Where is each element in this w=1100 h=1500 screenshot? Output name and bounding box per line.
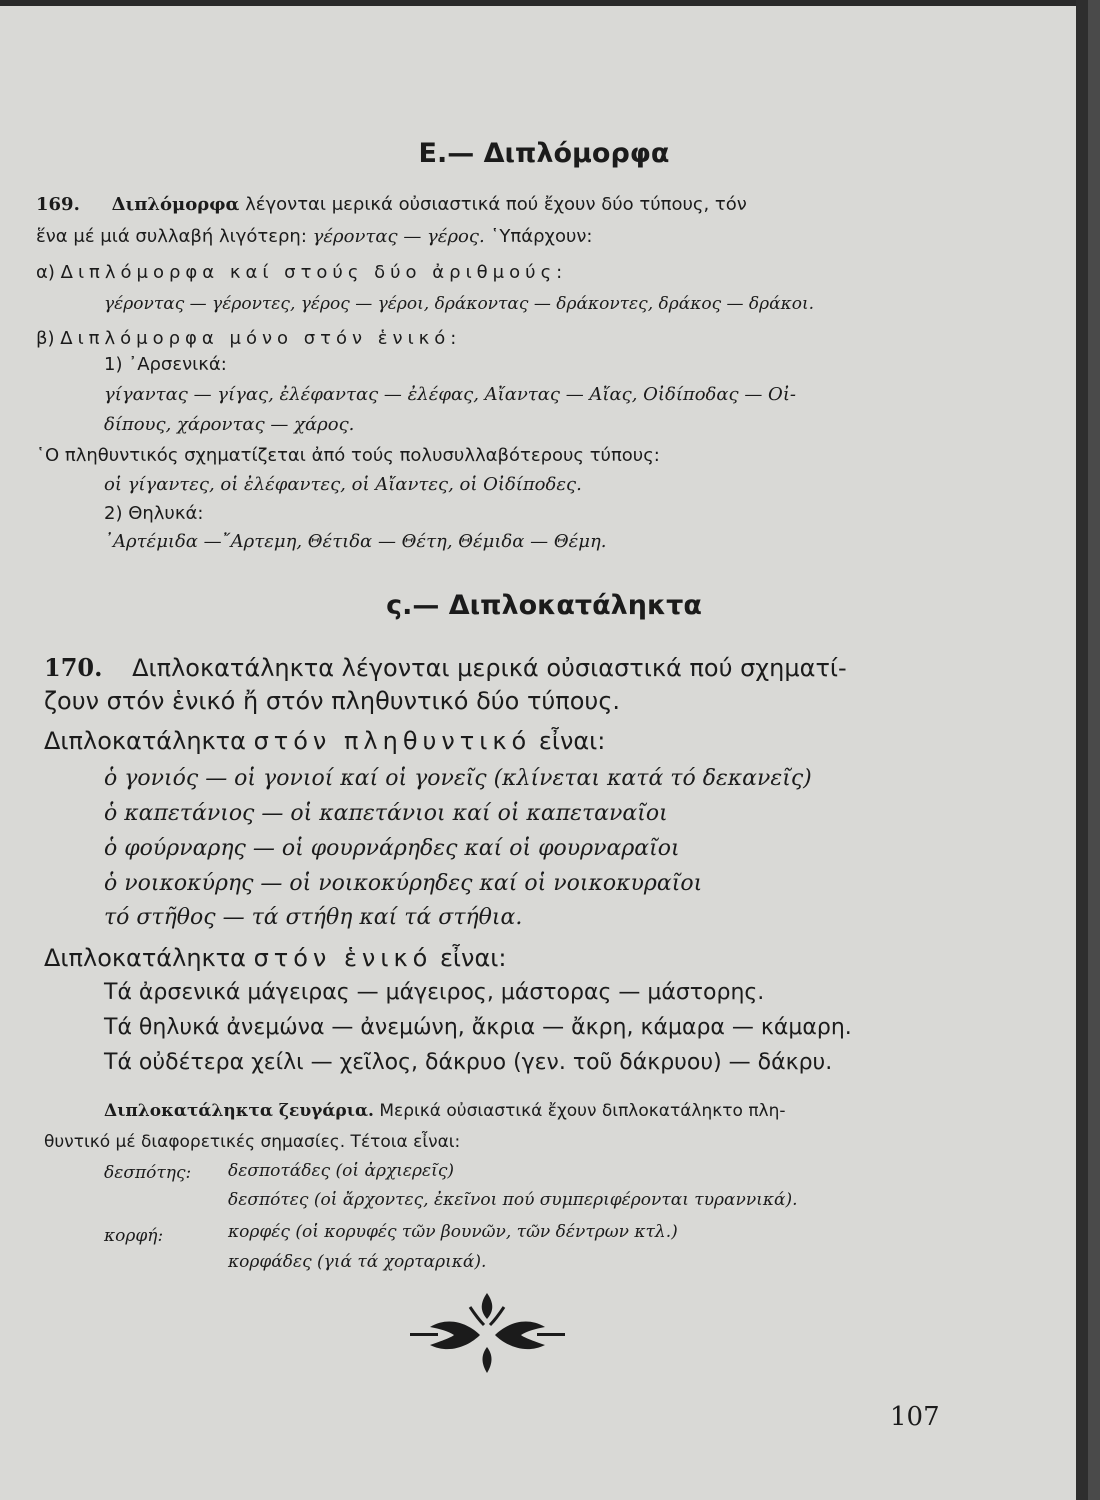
item-b1-examples-1: γίγαντας — γίγας, ἐλέφαντας — ἐλέφας, Αἴαντας — Αἴας, Οἰδίποδας — Οἰ- [104, 384, 796, 405]
plural-row: ὁ φούρναρης — οἱ φουρνάρηδες καί οἱ φουρναραῖοι [104, 836, 680, 861]
pair-value: δεσποτάδες (οἱ ἀρχιερεῖς) [228, 1161, 454, 1181]
pair-key: δεσπότης: [104, 1163, 192, 1183]
item-a-examples: γέροντας — γέροντες, γέρος — γέροι, δράκοντας — δράκοντες, δράκος — δράκοι. [104, 294, 815, 314]
pair-key: κορφή: [104, 1226, 164, 1246]
text: Διπλοκατάληκτα [44, 727, 246, 755]
singular-row: Τά θηλυκά ἀνεμώνα — ἀνεμώνη, ἄκρια — ἄκρη, κάμαρα — κάμαρη. [104, 1015, 852, 1040]
plural-heading [44, 727, 605, 755]
spaced-heading: στόν ἑνικό [253, 944, 433, 972]
paragraph-169-line-1 [36, 194, 747, 215]
label: β) [36, 328, 55, 349]
text: ἕνα μέ μιά συλλαβή λιγότερη: [36, 226, 307, 247]
text: Διπλοκατάληκτα λέγονται μερικά οὐσιαστικά πού σχηματί- [132, 654, 847, 682]
plural-row: ὁ νοικοκύρης — οἱ νοικοκύρηδες καί οἱ νοικοκυραῖοι [104, 871, 703, 896]
singular-row: Τά οὐδέτερα χείλι — χεῖλος, δάκρυο (γεν. τοῦ δάκρυου) — δάκρυ. [104, 1050, 833, 1075]
example: γέροντας — γέρος. [312, 226, 485, 247]
paragraph-number: 170. [44, 653, 103, 682]
singular-row: Τά ἀρσενικά μάγειρας — μάγειρος, μάστορας — μάστορης. [104, 980, 765, 1005]
pair-value: δεσπότες (οἱ ἄρχοντες, ἐκεῖνοι πού συμπεριφέρονται τυραννικά). [228, 1190, 798, 1210]
paragraph-170-line-1 [44, 653, 847, 682]
section-e-title: Ε.— Διπλόμορφα [418, 138, 670, 169]
text: Μερικά οὐσιαστικά ἔχουν διπλοκατάληκτο πλη- [379, 1101, 786, 1121]
pairs-line-1 [104, 1101, 786, 1121]
plural-row: ὁ γονιός — οἱ γονιοί καί οἱ γονεῖς (κλίνεται κατά τό δεκανεῖς) [104, 766, 812, 791]
text: Διπλοκατάληκτα [44, 944, 246, 972]
pair-value: κορφές (οἱ κορυφές τῶν βουνῶν, τῶν δέντρων κτλ.) [228, 1222, 678, 1242]
label: α) [36, 262, 55, 283]
spaced-heading: Διπλόμορφα καί στούς δύο ἀριθμούς: [60, 262, 568, 283]
pairs-line-2: θυντικό μέ διαφορετικές σημασίες. Τέτοια εἶναι: [44, 1132, 461, 1152]
spaced-heading: Διπλόμορφα μόνο στόν ἑνικό: [60, 328, 462, 349]
text: εἶναι: [439, 944, 507, 972]
paragraph-169-line-2 [36, 226, 593, 247]
item-b2-examples: ᾽Αρτέμιδα —῎Αρτεμη, Θέτιδα — Θέτη, Θέμιδα — Θέμη. [104, 531, 607, 552]
section-s-title: ς.— Διπλοκατάληκτα [386, 590, 702, 621]
term: Διπλόμορφα [111, 194, 240, 215]
decorative-ornament-icon [410, 1285, 565, 1380]
scan-top-border [0, 0, 1088, 6]
text: ῾Υπάρχουν: [490, 226, 593, 247]
pair-value: κορφάδες (γιά τά χορταρικά). [228, 1252, 487, 1272]
item-b2-label: 2) Θηλυκά: [104, 503, 204, 524]
term: Διπλοκατάληκτα ζευγάρια. [104, 1101, 374, 1121]
plural-row: τό στῆθος — τά στήθη καί τά στήθια. [104, 905, 523, 930]
paragraph-number: 169. [36, 194, 80, 215]
spaced-heading: στόν πληθυντικό [253, 727, 532, 755]
page-number: 107 [890, 1402, 940, 1432]
item-b1-label: 1) ᾽Αρσενικά: [104, 354, 227, 375]
text: εἶναι: [538, 727, 606, 755]
plural-row: ὁ καπετάνιος — οἱ καπετάνιοι καί οἱ καπεταναῖοι [104, 801, 668, 826]
item-b1-examples-2: δίπους, χάροντας — χάρος. [104, 414, 355, 435]
paragraph-170-line-2: ζουν στόν ἑνικό ἤ στόν πληθυντικό δύο τύπους. [44, 687, 621, 715]
item-a-heading [36, 262, 567, 283]
singular-heading [44, 944, 506, 972]
item-b-heading [36, 328, 461, 349]
scan-right-border [1076, 0, 1088, 1500]
plural-examples: οἱ γίγαντες, οἱ ἐλέφαντες, οἱ Αἴαντες, οἱ Οἰδίποδες. [104, 474, 582, 495]
plural-note: ῾Ο πληθυντικός σχηματίζεται ἀπό τούς πολυσυλλαβότερους τύπους: [36, 445, 660, 466]
text: λέγονται μερικά οὐσιαστικά πού ἔχουν δύο τύπους, τόν [245, 194, 747, 215]
